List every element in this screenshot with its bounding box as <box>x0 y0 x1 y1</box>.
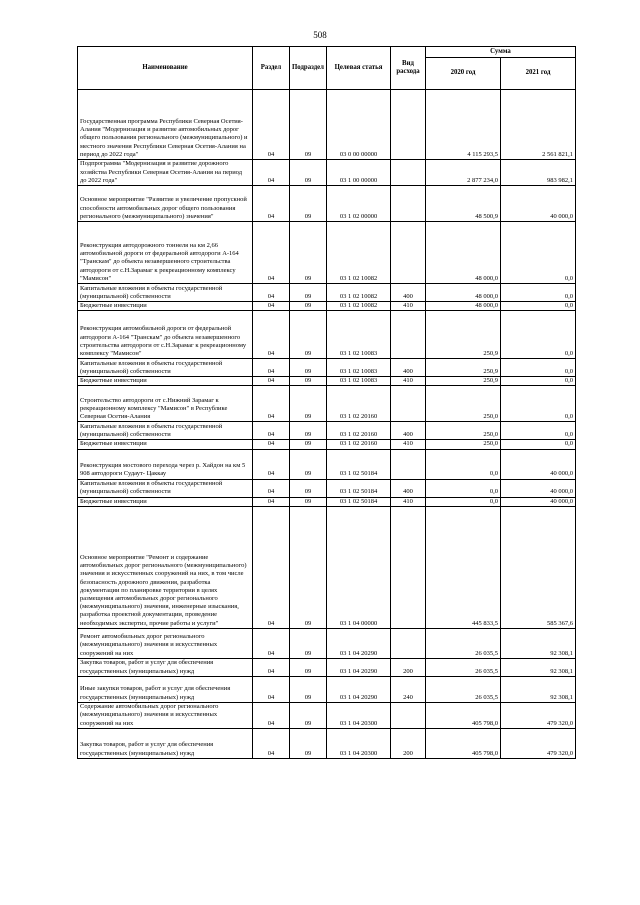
row-name: Иные закупки товаров, работ и услуг для обеспечения государственных (муниципальных) нужд <box>78 676 253 702</box>
row-amount-2020: 2 877 234,0 <box>426 160 501 186</box>
row-amount-2020: 26 035,5 <box>426 628 501 658</box>
header-subsection: Подраздел <box>290 47 327 90</box>
header-section: Раздел <box>253 47 290 90</box>
row-expense-type: 400 <box>391 479 426 497</box>
row-amount-2021: 40 000,0 <box>501 479 576 497</box>
header-name: Наименование <box>78 47 253 90</box>
table-body <box>78 90 576 759</box>
header-expense-type: Вид расхода <box>391 47 426 90</box>
row-subsection: 09 <box>290 311 327 359</box>
row-section: 04 <box>253 479 290 497</box>
table-row <box>78 377 576 386</box>
row-subsection: 09 <box>290 422 327 440</box>
row-name: Закупка товаров, работ и услуг для обеспечения государственных (муниципальных) нужд <box>78 658 253 676</box>
row-expense-type: 400 <box>391 359 426 377</box>
row-target-item: 03 1 04 20300 <box>327 728 391 758</box>
row-section: 04 <box>253 676 290 702</box>
row-target-item: 03 1 00 00000 <box>327 160 391 186</box>
row-section: 04 <box>253 506 290 628</box>
row-target-item: 03 1 02 20160 <box>327 386 391 422</box>
row-section: 04 <box>253 658 290 676</box>
row-subsection: 09 <box>290 284 327 302</box>
row-amount-2021: 479 320,0 <box>501 702 576 728</box>
table-row <box>78 186 576 222</box>
row-amount-2020: 445 833,5 <box>426 506 501 628</box>
row-section: 04 <box>253 186 290 222</box>
row-section: 04 <box>253 386 290 422</box>
table-row <box>78 386 576 422</box>
row-amount-2021: 983 982,1 <box>501 160 576 186</box>
row-subsection: 09 <box>290 449 327 479</box>
row-section: 04 <box>253 628 290 658</box>
row-amount-2020: 250,9 <box>426 311 501 359</box>
row-section: 04 <box>253 440 290 449</box>
row-name: Реконструкция мостового перехода через р. Хайдон на км 5 908 автодороги Судаут- Цаккау <box>78 449 253 479</box>
row-section: 04 <box>253 284 290 302</box>
row-subsection: 09 <box>290 728 327 758</box>
row-amount-2020: 0,0 <box>426 449 501 479</box>
row-target-item: 03 1 02 20160 <box>327 440 391 449</box>
page-number: 508 <box>313 30 327 40</box>
row-subsection: 09 <box>290 440 327 449</box>
row-name: Бюджетные инвестиции <box>78 440 253 449</box>
row-amount-2021: 40 000,0 <box>501 186 576 222</box>
row-amount-2021: 2 561 821,1 <box>501 90 576 160</box>
row-target-item: 03 1 04 20290 <box>327 628 391 658</box>
row-target-item: 03 1 02 10082 <box>327 222 391 284</box>
table-row <box>78 222 576 284</box>
budget-table <box>77 46 576 759</box>
row-expense-type <box>391 702 426 728</box>
row-target-item: 03 1 02 20160 <box>327 422 391 440</box>
row-name: Капитальные вложения в объекты государственной (муниципальной) собственности <box>78 359 253 377</box>
row-amount-2021: 92 308,1 <box>501 628 576 658</box>
row-section: 04 <box>253 728 290 758</box>
table-row <box>78 506 576 628</box>
row-expense-type <box>391 628 426 658</box>
row-amount-2020: 250,9 <box>426 377 501 386</box>
row-name: Бюджетные инвестиции <box>78 377 253 386</box>
row-amount-2021: 0,0 <box>501 359 576 377</box>
row-amount-2020: 0,0 <box>426 479 501 497</box>
row-section: 04 <box>253 359 290 377</box>
row-target-item: 03 0 00 00000 <box>327 90 391 160</box>
row-target-item: 03 1 02 10082 <box>327 302 391 311</box>
row-subsection: 09 <box>290 302 327 311</box>
row-target-item: 03 1 02 10083 <box>327 311 391 359</box>
header-year-2021: 2021 год <box>501 58 576 90</box>
row-section: 04 <box>253 160 290 186</box>
row-section: 04 <box>253 449 290 479</box>
row-amount-2021: 0,0 <box>501 311 576 359</box>
row-subsection: 09 <box>290 628 327 658</box>
row-target-item: 03 1 02 10083 <box>327 359 391 377</box>
row-amount-2020: 48 000,0 <box>426 222 501 284</box>
row-subsection: 09 <box>290 479 327 497</box>
row-name: Содержание автомобильных дорог регионального (межмуниципального) значения и искусственных сооружений на них <box>78 702 253 728</box>
table-row <box>78 284 576 302</box>
row-subsection: 09 <box>290 90 327 160</box>
row-amount-2020: 250,0 <box>426 440 501 449</box>
header-target-item: Целевая статья <box>327 47 391 90</box>
row-subsection: 09 <box>290 222 327 284</box>
row-amount-2020: 48 000,0 <box>426 302 501 311</box>
row-target-item: 03 1 02 10082 <box>327 284 391 302</box>
row-name: Основное мероприятие "Ремонт и содержание автомобильных дорог регионального (межмуниципального) значения и искусственных сооружений на них, в том числе безопасность дорожного движения, разработка документации по планировке территории в целях размещения автомобильных дорог регионального (межмуниципального) значения, инженерные изыскания, разработка проектной документации, проведение необходимых экспертиз, прочие работы и услуги" <box>78 506 253 628</box>
row-section: 04 <box>253 377 290 386</box>
row-expense-type <box>391 222 426 284</box>
row-amount-2020: 26 035,5 <box>426 676 501 702</box>
row-section: 04 <box>253 222 290 284</box>
row-amount-2021: 92 308,1 <box>501 658 576 676</box>
row-section: 04 <box>253 302 290 311</box>
row-expense-type: 200 <box>391 728 426 758</box>
row-name: Государственная программа Республики Северная Осетия-Алания "Модернизация и развитие автомобильных дорог общего пользования регионального (межмуниципального) и местного значения Республики Северная Осетия-Алания на период до 2022 года" <box>78 90 253 160</box>
row-expense-type: 410 <box>391 497 426 506</box>
row-amount-2020: 48 500,9 <box>426 186 501 222</box>
row-amount-2020: 4 115 293,5 <box>426 90 501 160</box>
row-expense-type: 200 <box>391 658 426 676</box>
row-amount-2020: 0,0 <box>426 497 501 506</box>
row-name: Основное мероприятие "Развитие и увеличение пропускной способности автомобильных дорог общего пользования регионального (межмуниципального) значения" <box>78 186 253 222</box>
table-row <box>78 497 576 506</box>
table-row <box>78 449 576 479</box>
row-expense-type <box>391 506 426 628</box>
row-expense-type: 400 <box>391 422 426 440</box>
row-target-item: 03 1 04 00000 <box>327 506 391 628</box>
row-expense-type <box>391 449 426 479</box>
row-name: Капитальные вложения в объекты государственной (муниципальной) собственности <box>78 284 253 302</box>
row-section: 04 <box>253 702 290 728</box>
row-subsection: 09 <box>290 497 327 506</box>
row-amount-2021: 0,0 <box>501 422 576 440</box>
row-amount-2021: 0,0 <box>501 222 576 284</box>
row-amount-2021: 0,0 <box>501 386 576 422</box>
row-amount-2020: 48 000,0 <box>426 284 501 302</box>
row-expense-type <box>391 160 426 186</box>
row-name: Строительство автодороги от с.Нижний Зарамаг к рекреационному комплексу "Мамисон" в Республике Северная Осетия-Алания <box>78 386 253 422</box>
row-subsection: 09 <box>290 702 327 728</box>
row-name: Ремонт автомобильных дорог регионального (межмуниципального) значения и искусственных сооружений на них <box>78 628 253 658</box>
row-amount-2021: 585 367,6 <box>501 506 576 628</box>
row-name: Бюджетные инвестиции <box>78 497 253 506</box>
row-expense-type: 410 <box>391 377 426 386</box>
table-row <box>78 90 576 160</box>
table-row <box>78 728 576 758</box>
row-name: Капитальные вложения в объекты государственной (муниципальной) собственности <box>78 422 253 440</box>
row-target-item: 03 1 02 50184 <box>327 479 391 497</box>
row-amount-2020: 250,9 <box>426 359 501 377</box>
row-subsection: 09 <box>290 377 327 386</box>
row-amount-2020: 405 798,0 <box>426 728 501 758</box>
row-name: Реконструкция автомобильной дороги от федеральной автодороги А-164 "Транскам" до объекта незавершенного строительства автодороги от с.Н.Зарамаг к рекреационному комплексу "Мамисон" <box>78 311 253 359</box>
row-section: 04 <box>253 422 290 440</box>
row-amount-2021: 40 000,0 <box>501 449 576 479</box>
row-subsection: 09 <box>290 506 327 628</box>
table-row <box>78 359 576 377</box>
row-amount-2021: 0,0 <box>501 284 576 302</box>
row-amount-2021: 40 000,0 <box>501 497 576 506</box>
table-row <box>78 479 576 497</box>
row-target-item: 03 1 02 00000 <box>327 186 391 222</box>
row-subsection: 09 <box>290 386 327 422</box>
table-row <box>78 422 576 440</box>
row-amount-2020: 250,0 <box>426 386 501 422</box>
row-target-item: 03 1 04 20300 <box>327 702 391 728</box>
row-section: 04 <box>253 497 290 506</box>
table-row <box>78 628 576 658</box>
row-target-item: 03 1 04 20290 <box>327 676 391 702</box>
row-name: Подпрограмма "Модернизация и развитие дорожного хозяйства Республики Северная Осетия-Алания на период до 2022 года" <box>78 160 253 186</box>
header-year-2020: 2020 год <box>426 58 501 90</box>
row-expense-type <box>391 186 426 222</box>
table-row <box>78 440 576 449</box>
row-amount-2021: 479 320,0 <box>501 728 576 758</box>
row-amount-2021: 92 308,1 <box>501 676 576 702</box>
table-row <box>78 302 576 311</box>
row-expense-type: 410 <box>391 440 426 449</box>
row-expense-type: 400 <box>391 284 426 302</box>
row-name: Бюджетные инвестиции <box>78 302 253 311</box>
row-expense-type <box>391 386 426 422</box>
table-row <box>78 676 576 702</box>
row-subsection: 09 <box>290 676 327 702</box>
row-expense-type <box>391 90 426 160</box>
row-subsection: 09 <box>290 186 327 222</box>
row-expense-type: 410 <box>391 302 426 311</box>
table-row <box>78 160 576 186</box>
row-subsection: 09 <box>290 359 327 377</box>
row-amount-2021: 0,0 <box>501 440 576 449</box>
row-expense-type: 240 <box>391 676 426 702</box>
table-row <box>78 658 576 676</box>
row-amount-2020: 405 798,0 <box>426 702 501 728</box>
table-row <box>78 702 576 728</box>
row-section: 04 <box>253 311 290 359</box>
row-amount-2020: 26 035,5 <box>426 658 501 676</box>
row-target-item: 03 1 02 50184 <box>327 449 391 479</box>
row-expense-type <box>391 311 426 359</box>
row-target-item: 03 1 02 50184 <box>327 497 391 506</box>
row-amount-2020: 250,0 <box>426 422 501 440</box>
table-row <box>78 311 576 359</box>
row-target-item: 03 1 02 10083 <box>327 377 391 386</box>
row-subsection: 09 <box>290 658 327 676</box>
row-amount-2021: 0,0 <box>501 377 576 386</box>
row-section: 04 <box>253 90 290 160</box>
row-name: Капитальные вложения в объекты государственной (муниципальной) собственности <box>78 479 253 497</box>
row-amount-2021: 0,0 <box>501 302 576 311</box>
row-name: Закупка товаров, работ и услуг для обеспечения государственных (муниципальных) нужд <box>78 728 253 758</box>
row-subsection: 09 <box>290 160 327 186</box>
row-target-item: 03 1 04 20290 <box>327 658 391 676</box>
row-name: Реконструкция автодорожного тоннеля на км 2,66 автомобильной дороги от федеральной автодороги А-164 "Транскам" до объекта незавершенного строительства автодороги от с.Н.Зарамаг к рекреационному комплексу "Мамисон" <box>78 222 253 284</box>
header-amount: Сумма <box>426 47 576 58</box>
